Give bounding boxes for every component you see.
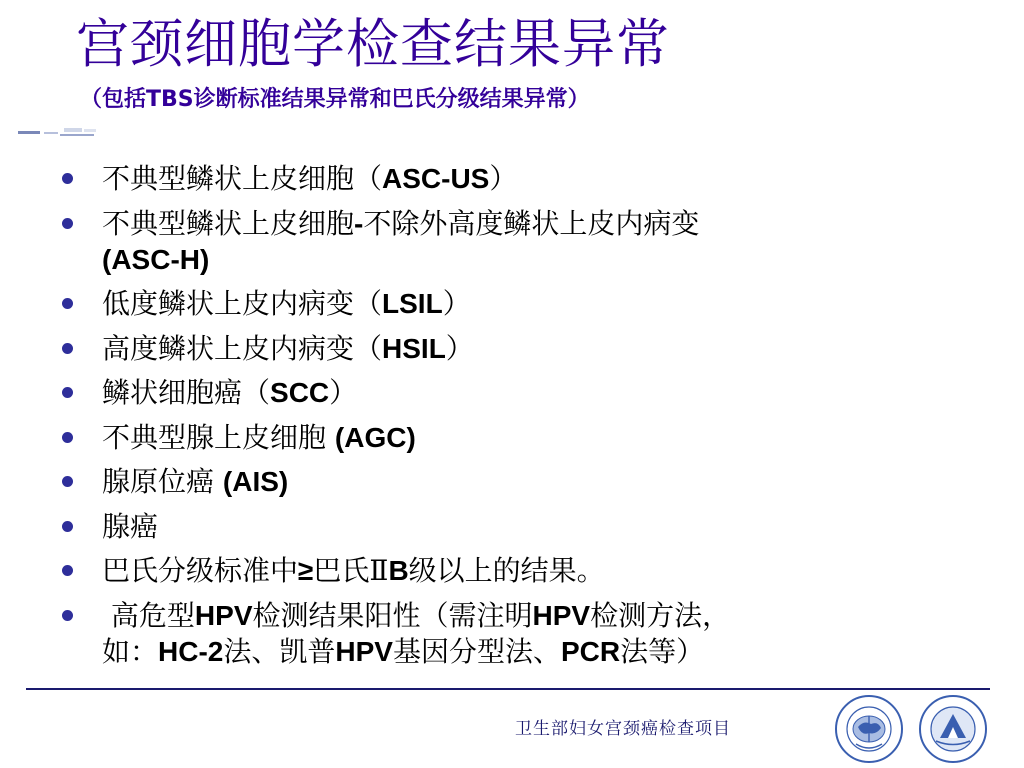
bullet-text: 高度鳞状上皮内病变（ bbox=[102, 331, 383, 365]
bullet-text: 高危型 bbox=[102, 598, 195, 632]
footer-program-name: 卫生部妇女宫颈癌检查项目 bbox=[515, 719, 731, 739]
bullet-text: ） bbox=[442, 287, 471, 320]
bullet-text: ） bbox=[445, 331, 474, 365]
bullet-term: LSIL bbox=[382, 288, 443, 319]
title-decorative-rule bbox=[18, 128, 98, 138]
bullet-item bbox=[62, 161, 922, 197]
bullet-term: HSIL bbox=[382, 332, 446, 364]
bullet-text: 巴氏分级标准中 bbox=[102, 554, 299, 587]
bullet-item bbox=[62, 331, 922, 367]
bullet-term: B bbox=[388, 555, 409, 586]
bullet-dot-icon bbox=[62, 565, 73, 576]
slide-subtitle: （包括TBS诊断标准结果异常和巴氏分级结果异常） bbox=[80, 87, 590, 112]
bullet-item bbox=[62, 286, 922, 322]
bullet-term: HPV bbox=[335, 635, 393, 667]
bullet-term: ASC-US bbox=[382, 163, 490, 194]
bullet-text: 检测方法， 如： bbox=[102, 598, 731, 668]
preventive-medicine-seal bbox=[918, 694, 988, 764]
bullet-item bbox=[62, 509, 922, 545]
bullet-item bbox=[62, 464, 922, 500]
bullet-term: HPV bbox=[194, 599, 253, 631]
footer-divider bbox=[26, 688, 990, 690]
bullet-text: 不典型鳞状上皮细胞 bbox=[102, 206, 355, 240]
bullet-text: 基因分型法、 bbox=[392, 634, 561, 668]
bullet-text: 级以上的结果。 bbox=[408, 554, 605, 587]
bullet-item bbox=[62, 206, 922, 278]
bullet-text: 腺原位癌 bbox=[102, 465, 223, 498]
bullet-term: (ASC-H) bbox=[102, 243, 210, 275]
bullet-text: 不典型鳞状上皮细胞（ bbox=[102, 162, 383, 195]
bullet-text: ） bbox=[329, 376, 358, 409]
bullet-text: 巴氏Ⅱ bbox=[313, 554, 389, 587]
bullet-item bbox=[62, 553, 922, 589]
bullet-dot-icon bbox=[62, 432, 73, 443]
bullet-text: 低度鳞状上皮内病变（ bbox=[102, 287, 383, 320]
bullet-dot-icon bbox=[62, 387, 73, 398]
bullet-text: 检测结果阳性（需注明 bbox=[252, 598, 533, 632]
abnormal-results-list bbox=[62, 161, 922, 678]
bullet-dot-icon bbox=[62, 610, 73, 621]
bullet-term: PCR bbox=[560, 635, 621, 667]
bullet-text: 法等） bbox=[620, 634, 705, 668]
bullet-dot-icon bbox=[62, 343, 73, 354]
bullet-dot-icon bbox=[62, 476, 73, 487]
bullet-text: 不除外高度鳞状上皮内病变 bbox=[363, 206, 700, 240]
bullet-dot-icon bbox=[62, 218, 73, 229]
slide-title: 宫颈细胞学检查结果异常 bbox=[76, 14, 670, 75]
bullet-term: (AGC) bbox=[334, 421, 416, 453]
bullet-dot-icon bbox=[62, 298, 73, 309]
bullet-text: 腺癌 bbox=[102, 509, 159, 543]
bullet-text: ） bbox=[489, 162, 518, 195]
bullet-item bbox=[62, 598, 922, 670]
bullet-term: HPV bbox=[532, 599, 591, 631]
bullet-text: 鳞状细胞癌（ bbox=[102, 376, 271, 409]
bullet-item bbox=[62, 420, 922, 456]
bullet-term: - bbox=[354, 207, 364, 239]
ministry-of-health-seal bbox=[834, 694, 904, 764]
bullet-item bbox=[62, 375, 922, 411]
bullet-text: 不典型腺上皮细胞 bbox=[102, 420, 335, 454]
bullet-dot-icon bbox=[62, 173, 73, 184]
bullet-term: SCC bbox=[270, 377, 330, 408]
bullet-term: HC-2 bbox=[158, 635, 224, 667]
bullet-dot-icon bbox=[62, 521, 73, 532]
bullet-term: ≥ bbox=[298, 555, 314, 586]
bullet-term: (AIS) bbox=[222, 466, 289, 497]
bullet-text: 法、凯普 bbox=[223, 634, 336, 668]
